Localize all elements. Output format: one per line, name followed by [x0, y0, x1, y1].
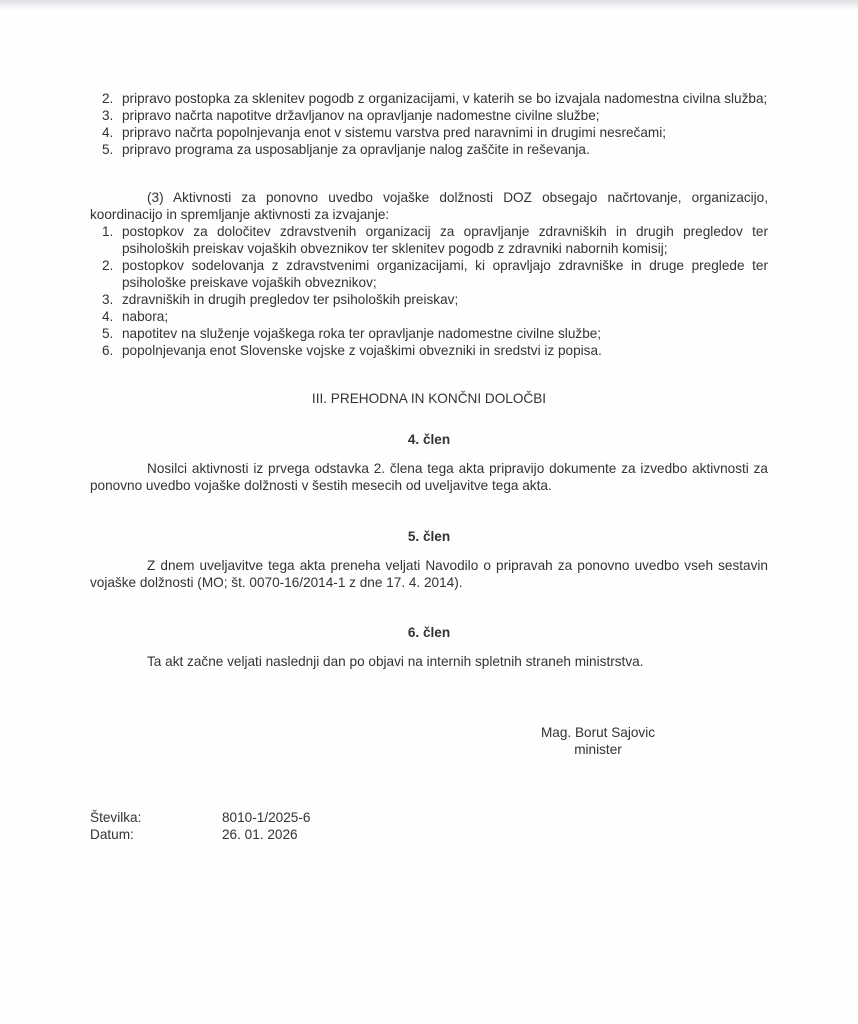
- list-item-text: postopkov za določitev zdravstvenih organizacij za opravljanje zdravniških in drugih pregledov ter psiholoških preiskav vojaških obveznikov ter sklenitev pogodb z zdravniki nabornih komisij;: [122, 224, 768, 256]
- paragraph-activities-intro: (3) Aktivnosti za ponovno uvedbo vojaške dolžnosti DOZ obsegajo načrtovanje, organizacijo, koordinacijo in spremljanje aktivnosti za izvajanje:: [90, 190, 768, 222]
- list-item: [90, 257, 768, 291]
- list-item-number: 2.: [102, 91, 114, 106]
- article-body-6: Ta akt začne veljati naslednji dan po objavi na internih spletnih straneh ministrstva.: [147, 654, 644, 669]
- article-body-4: Nosilci aktivnosti iz prvega odstavka 2. člena tega akta pripravijo dokumente za izvedbo aktivnosti za ponovno uvedbo vojaške dolžnosti v šestih mesecih od uveljavitve tega akta.: [90, 461, 768, 493]
- list-item: [90, 141, 768, 158]
- reference-date-row: [90, 826, 768, 843]
- document-reference-block: [90, 809, 768, 843]
- article-heading-4: 4. člen: [407, 432, 451, 447]
- article-heading-5: 5. člen: [407, 529, 451, 544]
- signature-title: minister: [574, 742, 622, 757]
- reference-number-label: Številka:: [90, 810, 142, 825]
- list-item-text: pripravo postopka za sklenitev pogodb z organizacijami, v katerih se bo izvajala nadomestna civilna služba;: [122, 91, 768, 106]
- list-item-text: zdravniških in drugih pregledov ter psiholoških preiskav;: [122, 292, 459, 307]
- signature-block: [428, 724, 768, 758]
- numbered-list-activities: [90, 223, 768, 359]
- list-item: [90, 90, 768, 107]
- list-item-text: postopkov sodelovanja z zdravstvenimi organizacijami, ki opravljajo zdravniške in druge preglede ter psihološke preiskave vojaških obveznikov;: [122, 258, 768, 290]
- reference-number-row: [90, 809, 768, 826]
- list-item-text: popolnjevanja enot Slovenske vojske z vojaškimi obvezniki in sredstvi iz popisa.: [122, 343, 602, 358]
- section-heading-transitional-provisions: III. PREHODNA IN KONČNI DOLOČBI: [311, 391, 547, 406]
- numbered-list-preparation-tasks: [90, 90, 768, 158]
- list-item: [90, 124, 768, 141]
- reference-date-label: Datum:: [90, 827, 134, 842]
- list-item: [90, 325, 768, 342]
- list-item-number: 3.: [102, 292, 114, 307]
- list-item-text: napotitev na služenje vojaškega roka ter opravljanje nadomestne civilne službe;: [122, 326, 602, 341]
- list-item: [90, 223, 768, 257]
- list-item: [90, 308, 768, 325]
- list-item-number: 4.: [102, 309, 114, 324]
- article-heading-6: 6. člen: [407, 625, 451, 640]
- list-item-text: pripravo načrta popolnjevanja enot v sistemu varstva pred naravnimi in drugimi nesrečami;: [122, 125, 667, 140]
- reference-date-value: 26. 01. 2026: [222, 827, 298, 842]
- list-item-number: 5.: [102, 142, 114, 157]
- list-item: [90, 342, 768, 359]
- list-item-number: 2.: [102, 258, 114, 273]
- list-item-text: nabora;: [122, 309, 169, 324]
- article-body-5: Z dnem uveljavitve tega akta preneha veljati Navodilo o pripravah za ponovno uvedbo vseh sestavin vojaške dolžnosti (MO; št. 0070-16/2014-1 z dne 17. 4. 2014).: [90, 558, 768, 590]
- list-item: [90, 291, 768, 308]
- reference-number-value: 8010-1/2025-6: [222, 810, 311, 825]
- list-item: [90, 107, 768, 124]
- list-item-text: pripravo programa za usposabljanje za opravljanje nalog zaščite in reševanja.: [122, 142, 590, 157]
- list-item-text: pripravo načrta napotitve državljanov na opravljanje nadomestne civilne službe;: [122, 108, 600, 123]
- list-item-number: 1.: [102, 224, 114, 239]
- list-item-number: 3.: [102, 108, 114, 123]
- list-item-number: 4.: [102, 125, 114, 140]
- list-item-number: 6.: [102, 343, 114, 358]
- list-item-number: 5.: [102, 326, 114, 341]
- signature-name: Mag. Borut Sajovic: [540, 725, 656, 740]
